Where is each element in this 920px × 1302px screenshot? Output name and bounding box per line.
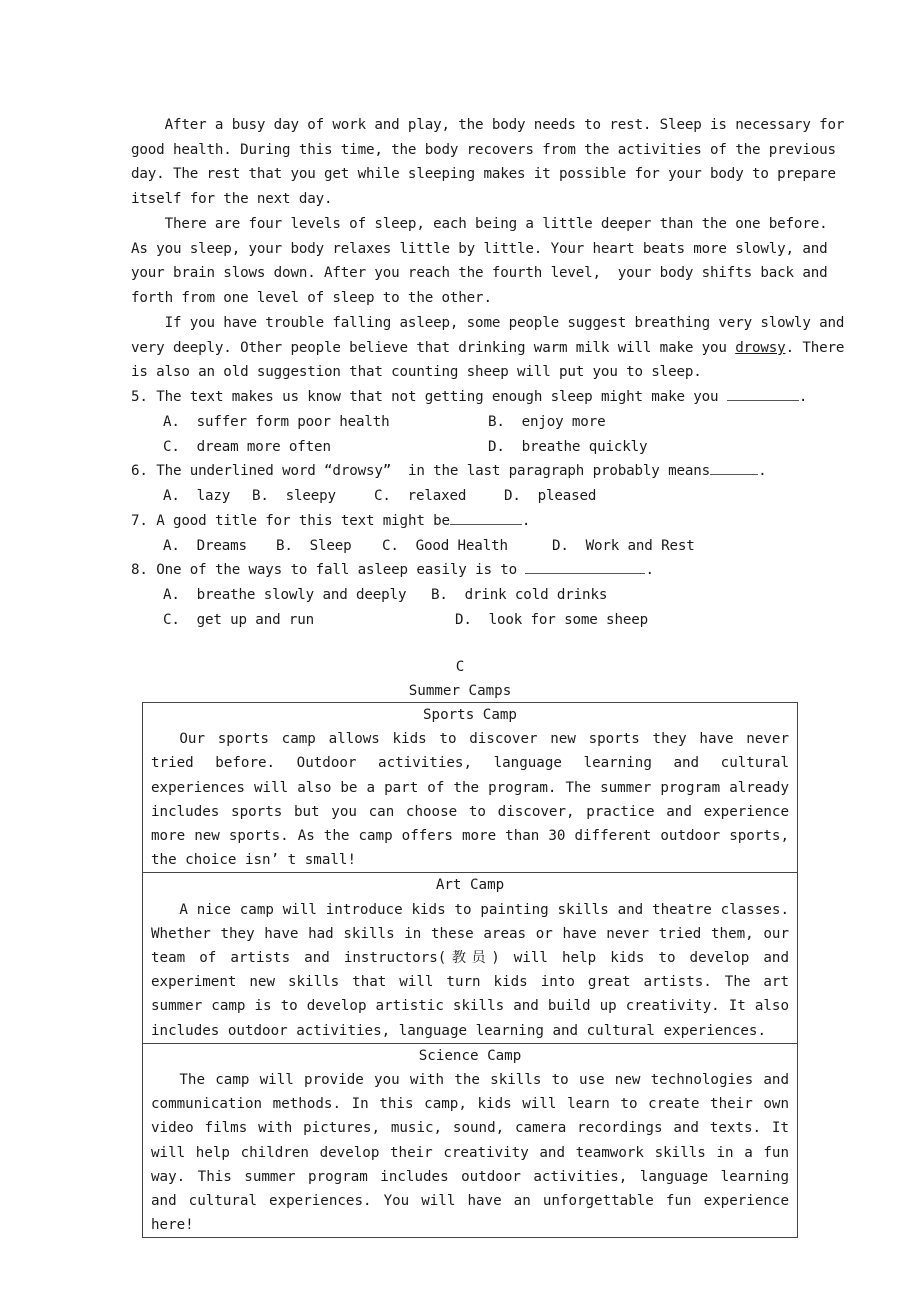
question-number: 8. [131,562,148,578]
question-6 [131,459,766,484]
question-end: . [758,463,767,479]
art-camp-cell [143,873,798,1043]
science-camp-cell [143,1043,798,1238]
paragraph-1-line-3: day. The rest that you get while sleeping makes it possible for your body to prepare [131,166,836,182]
question-5-option-a: A. suffer form poor health [163,414,390,430]
paragraph-3-line-1: If you have trouble falling asleep, some people suggest breathing very slowly and [131,315,845,331]
passage-title: Summer Camps [408,683,512,699]
question-7-option-a: A. Dreams [163,538,247,554]
question-8 [131,558,654,583]
paragraph-1-line-1: After a busy day of work and play, the body needs to rest. Sleep is necessary for [131,117,845,133]
answer-blank [525,559,645,574]
question-5 [131,385,807,410]
table-row-science-camp [143,1043,798,1238]
question-6-option-a: A. lazy [163,488,231,504]
question-8-option-d: D. look for some sheep [455,612,649,628]
paragraph-1-line-4: itself for the next day. [131,191,333,207]
question-8-option-a: A. breathe slowly and deeply [163,587,407,603]
camp-description: Our sports camp allows kids to discover new sports they have never tried before. Outdoor activities, language learning and cultural experiences will also be a part of the program. The summer program already includes sports but you can choose to discover, practice and experience more new sports. As the camp offers more than 30 different outdoor sports, the choice isn’ t small! [151,731,789,869]
question-7-option-b: B. Sleep [276,538,352,554]
paragraph-2-line-3: your brain slows down. After you reach the fourth level, your body shifts back and [131,265,828,281]
camp-description: The camp will provide you with the skills to use new technologies and communication methods. In this camp, kids will learn to create their own video films with pictures, music, sound, camera recordings and texts. It will help children develop their creativity and teamwork skills in a fun way. This summer program includes outdoor activities, language learning and cultural experiences. You will have an unforgettable fun experience here! [151,1072,789,1234]
camp-title: Art Camp [435,877,505,894]
sports-camp-cell [143,703,798,873]
question-stem: The underlined word “drowsy” in the last paragraph probably means [156,463,711,479]
question-end: . [798,389,808,405]
question-stem: The text makes us know that not getting enough sleep might make you [156,389,727,405]
question-7 [131,509,530,534]
question-8-option-c: C. get up and run [163,612,315,628]
question-6-option-c: C. relaxed [374,488,467,504]
paragraph-1-line-2: good health. During this time, the body recovers from the activities of the previous [131,142,836,158]
paragraph-3-line-2-text: very deeply. Other people believe that drinking warm milk will make you [131,340,736,356]
camps-table [142,702,798,1238]
question-7-option-c: C. Good Health [382,538,508,554]
camp-title: Science Camp [418,1047,522,1064]
table-row-sports-camp [143,703,798,873]
paragraph-2-line-1: There are four levels of sleep, each being a little deeper than the one before. [131,216,828,232]
question-8-option-b: B. drink cold drinks [431,587,608,603]
paragraph-2-line-4: forth from one level of sleep to the other. [131,290,492,306]
question-7-option-d: D. Work and Rest [552,538,695,554]
paragraph-3-line-2-tail: . There [785,340,845,356]
camp-description: A nice camp will introduce kids to painting skills and theatre classes. Whether they have had skills in these areas or have never tried them, our team of artists and instructors(教员) will help kids to develop and experiment new skills that will turn kids into great artists. The art summer camp is to develop artistic skills and build up creativity. It also includes outdoor activities, language learning and cultural experiences. [151,901,789,1039]
table-row-art-camp [143,873,798,1043]
question-number: 7. [131,513,148,529]
question-number: 5. [131,389,148,405]
answer-blank [450,510,522,525]
camp-title: Sports Camp [423,707,517,723]
question-end: . [645,562,654,578]
answer-blank [710,460,758,475]
question-stem: One of the ways to fall asleep easily is to [156,562,526,578]
paragraph-3-line-2 [131,336,845,361]
question-5-option-b: B. enjoy more [488,414,606,430]
question-5-option-c: C. dream more often [163,439,331,455]
section-letter: C [455,659,465,675]
question-number: 6. [131,463,148,479]
question-6-option-d: D. pleased [504,488,597,504]
paragraph-2-line-2: As you sleep, your body relaxes little by little. Your heart beats more slowly, and [131,241,828,257]
answer-blank [727,386,799,401]
question-6-option-b: B. sleepy [252,488,336,504]
underlined-word-drowsy: drowsy [735,340,786,356]
question-stem: A good title for this text might be [156,513,450,529]
question-5-option-d: D. breathe quickly [488,439,648,455]
paragraph-3-line-3: is also an old suggestion that counting sheep will put you to sleep. [131,364,702,380]
question-end: . [521,513,531,529]
